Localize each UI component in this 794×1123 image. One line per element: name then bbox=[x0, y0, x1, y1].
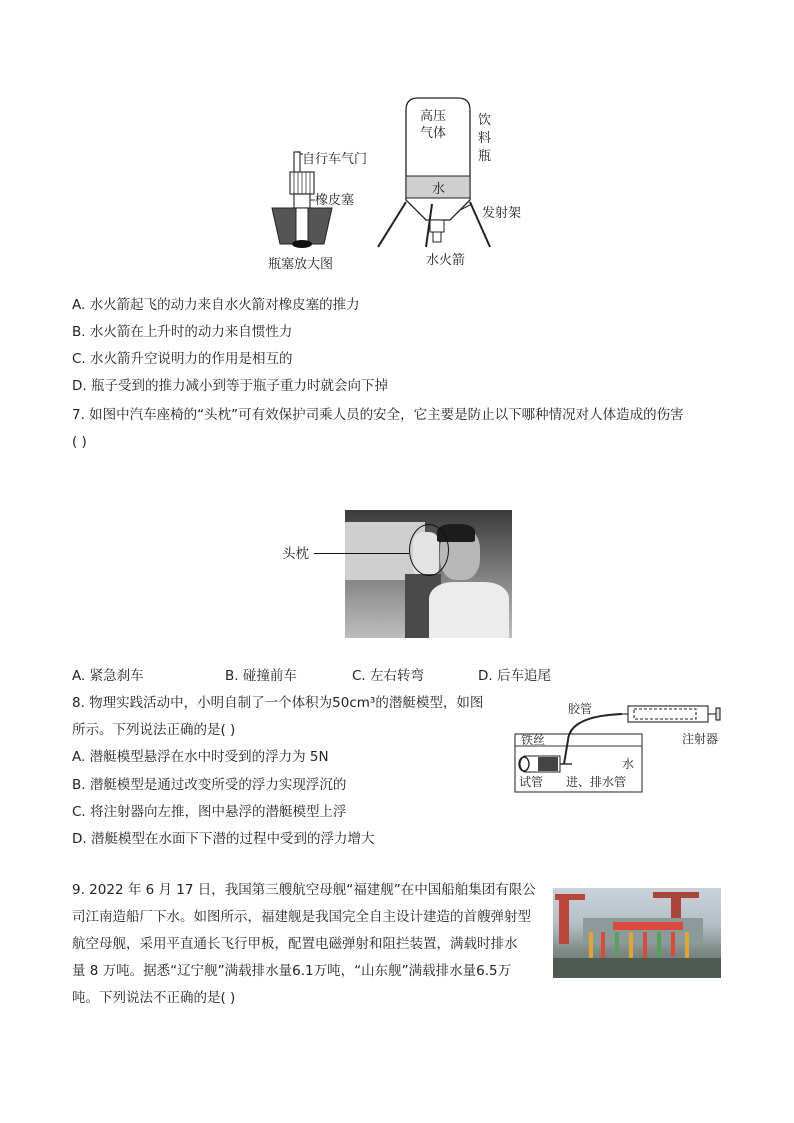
stand-label: 发射架 bbox=[482, 206, 522, 221]
q8-stem-line-1: 8. 物理实践活动中，小明自制了一个体积为50cm³的潜艇模型，如图 bbox=[72, 695, 484, 711]
water-label-q8: 水 bbox=[622, 757, 635, 771]
q6-option-d: D. 瓶子受到的推力减小到等于瓶子重力时就会向下掉 bbox=[72, 378, 388, 394]
q6-option-b: B. 水火箭在上升时的动力来自惯性力 bbox=[72, 324, 293, 340]
q7-stem: 7. 如图中汽车座椅的“头枕”可有效保护司乘人员的安全，它主要是防止以下哪种情况对人体造成的伤害 bbox=[72, 407, 684, 423]
zoom-caption: 瓶塞放大图 bbox=[268, 257, 334, 272]
water-label: 水 bbox=[432, 182, 446, 197]
q7-option-b: B. 碰撞前车 bbox=[225, 668, 297, 684]
q8-option-d: D. 潜艇模型在水面下下潜的过程中受到的浮力增大 bbox=[72, 831, 375, 847]
q6-option-a: A. 水火箭起飞的动力来自水火箭对橡皮塞的推力 bbox=[72, 297, 360, 313]
bottle-label-1: 饮 bbox=[478, 113, 492, 128]
syringe-label: 注射器 bbox=[682, 732, 719, 746]
q7-bracket: ( ) bbox=[72, 434, 87, 450]
q7-option-d: D. 后车追尾 bbox=[478, 668, 551, 684]
q9-line-3: 航空母舰，采用平直通长飞行甲板，配置电磁弹射和阻拦装置，满载时排水 bbox=[72, 936, 518, 952]
hose-label: 胶管 bbox=[568, 702, 593, 716]
water-rocket-figure bbox=[260, 92, 530, 277]
aircraft-carrier-photo bbox=[553, 888, 721, 978]
headrest-pointer-line bbox=[314, 553, 409, 554]
q6-option-c: C. 水火箭升空说明力的作用是相互的 bbox=[72, 351, 293, 367]
gas-label-2: 气体 bbox=[420, 126, 447, 141]
valve-label: 自行车气门 bbox=[302, 152, 368, 167]
syringe-drawing bbox=[622, 706, 720, 722]
rocket-caption: 水火箭 bbox=[426, 253, 466, 268]
q7-option-a: A. 紧急刹车 bbox=[72, 668, 144, 684]
q7-option-c: C. 左右转弯 bbox=[352, 668, 425, 684]
q9-line-2: 司江南造船厂下水。如图所示，福建舰是我国完全自主设计建造的首艘弹射型 bbox=[72, 909, 531, 925]
q8-option-b: B. 潜艇模型是通过改变所受的浮力实现浮沉的 bbox=[72, 777, 347, 793]
q9-line-4: 量 8 万吨。据悉“辽宁舰”满载排水量6.1万吨，“山东舰”满载排水量6.5万 bbox=[72, 963, 512, 979]
submarine-model-figure bbox=[510, 700, 730, 796]
q9-line-5: 吨。下列说法不正确的是( ) bbox=[72, 990, 236, 1006]
tube-label: 试管 bbox=[519, 775, 544, 789]
headrest-label: 头枕 bbox=[282, 546, 309, 562]
q8-stem-line-2: 所示。下列说法正确的是( ) bbox=[72, 722, 236, 738]
wire-label: 铁丝 bbox=[521, 733, 546, 747]
gas-label-1: 高压 bbox=[420, 109, 447, 124]
q8-option-c: C. 将注射器向左推，图中悬浮的潜艇模型上浮 bbox=[72, 804, 347, 820]
stopper-label: 橡皮塞 bbox=[315, 193, 355, 208]
bottle-label-3: 瓶 bbox=[478, 149, 492, 164]
rubber-stopper-drawing bbox=[272, 208, 332, 248]
bottle-label-2: 料 bbox=[478, 131, 492, 146]
q8-option-a: A. 潜艇模型悬浮在水中时受到的浮力为 5N bbox=[72, 749, 329, 765]
headrest-photo bbox=[345, 510, 512, 638]
q9-line-1: 9. 2022 年 6 月 17 日，我国第三艘航空母舰“福建舰”在中国船舶集团有限公 bbox=[72, 882, 536, 898]
pipe-label: 进、排水管 bbox=[566, 775, 627, 789]
